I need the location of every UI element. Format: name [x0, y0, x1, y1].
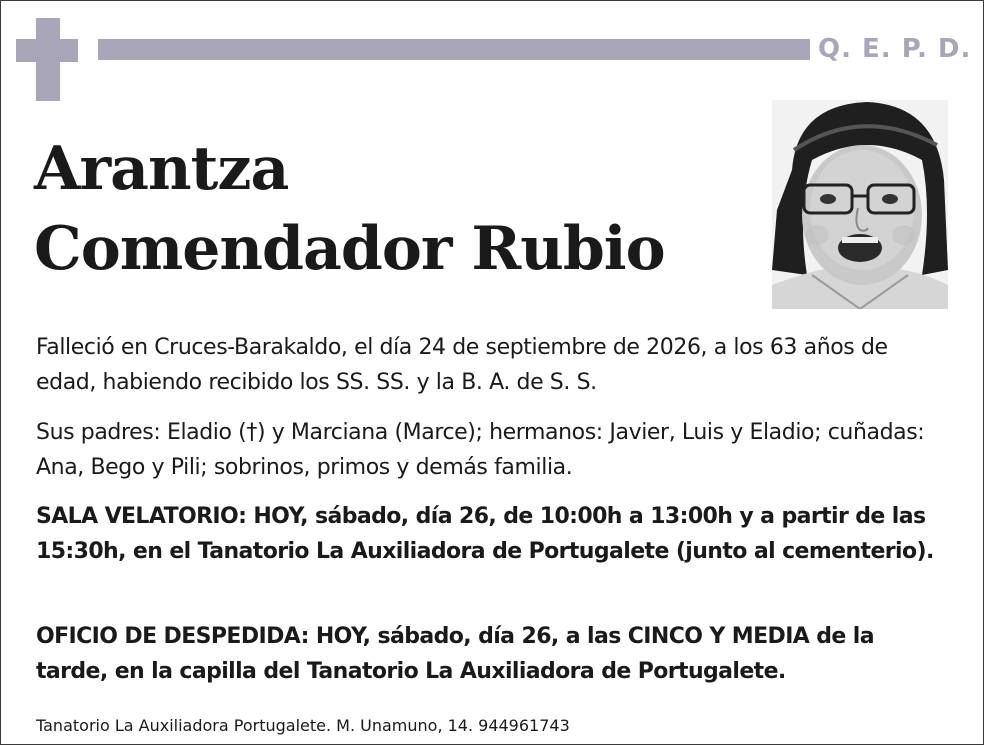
deceased-surnames: Comendador Rubio: [34, 214, 665, 284]
qepd-label: Q. E. P. D.: [818, 34, 972, 64]
deceased-photo: [772, 100, 948, 309]
cross-icon-horizontal: [16, 39, 78, 62]
funeral-home-contact: Tanatorio La Auxiliadora Portugalete. M. Unamuno, 14. 944961743: [36, 716, 570, 735]
deceased-name: [34, 129, 665, 289]
wake-room-paragraph: SALA VELATORIO: HOY, sábado, día 26, de 10:00h a 13:00h y a partir de las 15:30h, en el Tanatorio La Auxiliadora de Portugalete (junto al cementerio).: [36, 504, 934, 564]
portrait-image: [772, 100, 948, 309]
family-paragraph: Sus padres: Eladio (†) y Marciana (Marce); hermanos: Javier, Luis y Eladio; cuñadas: Ana, Bego y Pili; sobrinos, primos y demás familia.: [36, 420, 925, 480]
deceased-first-name: Arantza: [34, 134, 289, 204]
header-divider-bar: [98, 39, 810, 60]
funeral-service-paragraph: OFICIO DE DESPEDIDA: HOY, sábado, día 26, a las CINCO Y MEDIA de la tarde, en la capilla del Tanatorio La Auxiliadora de Portugalete.: [36, 624, 874, 684]
death-notice-paragraph: Falleció en Cruces-Barakaldo, el día 24 de septiembre de 2026, a los 63 años de edad, habiendo recibido los SS. SS. y la B. A. de S. S.: [36, 335, 888, 395]
